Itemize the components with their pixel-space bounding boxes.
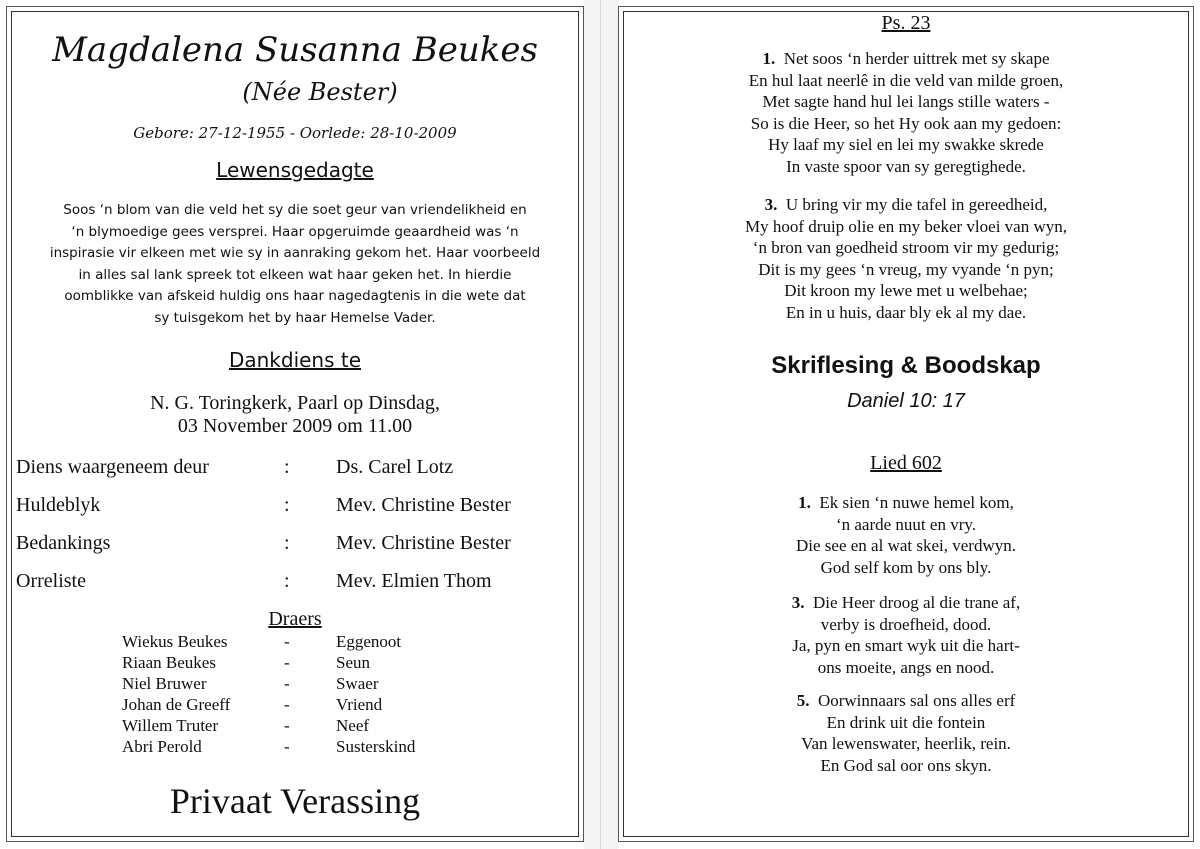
bearer-sep: -	[284, 674, 290, 693]
stanza-line: Net soos ‘n herder uittrek met sy skape	[783, 49, 1050, 68]
bearer-relation: Neef	[336, 716, 370, 735]
tribute-line: sy tuisgekom het by haar Hemelse Vader.	[154, 309, 436, 326]
bearer-relation: Seun	[336, 653, 370, 672]
life-dates: Gebore: 27-12-1955 - Oorlede: 28-10-2009	[133, 124, 457, 142]
left-page	[6, 6, 584, 842]
stanza-line: So is die Heer, so het Hy ook aan my gedoen:	[750, 113, 1062, 133]
stanza-number: 5.	[796, 691, 810, 710]
tribute-line: oomblikke van afskeid huldig ons haar nagedagtenis in die wete dat	[64, 288, 526, 304]
bearer-sep: -	[284, 653, 290, 672]
bearer-relation: Eggenoot	[336, 632, 402, 651]
hymn-stanza	[624, 492, 1188, 578]
bearer-sep: -	[284, 737, 290, 756]
closing-text: Privaat Verassing	[169, 781, 421, 821]
official-sep: :	[284, 570, 290, 592]
deceased-name: Magdalena Susanna Beukes	[52, 30, 538, 70]
stanza-line: U bring vir my die tafel in gereedheid,	[785, 195, 1048, 214]
psalm-heading: Ps. 23	[881, 12, 931, 34]
stanza-line: Van lewenswater, heerlik, rein.	[801, 734, 1011, 753]
stanza-line: God self kom by ons bly.	[820, 557, 992, 577]
tribute-text	[12, 200, 578, 329]
bearer-name: Abri Perold	[122, 737, 202, 756]
bearers-heading: Draers	[268, 608, 322, 630]
stanza-line: Ja, pyn en smart wyk uit die hart-	[792, 636, 1020, 655]
stanza-line: Hy laaf my siel en lei my swakke skrede	[768, 135, 1044, 154]
page-gutter	[584, 0, 618, 849]
bearer-name: Wiekus Beukes	[122, 632, 228, 651]
stanza-line: Die Heer droog al die trane af,	[813, 593, 1021, 612]
tribute-line: Soos ‘n blom van die veld het sy die soet geur van vriendelikheid en	[63, 202, 527, 218]
stanza-line: Ek sien ‘n nuwe hemel kom,	[819, 493, 1014, 512]
stanza-line: ons moeite, angs en nood.	[817, 657, 995, 677]
tribute-line: ‘n blymoedige gees versprei. Haar opgeruimde geaardheid was ‘n	[71, 223, 519, 240]
bearer-sep: -	[284, 632, 290, 651]
left-page-border	[11, 11, 579, 837]
stanza-line: ‘n bron van goedheid stroom vir my gedurig;	[752, 238, 1060, 257]
stanza-line: Oorwinnaars sal ons alles erf	[817, 691, 1016, 710]
stanza-line: En God sal oor ons skyn.	[820, 755, 992, 775]
bearer-name: Willem Truter	[122, 716, 219, 735]
bearer-name: Niel Bruwer	[122, 674, 207, 693]
stanza-line: En in u huis, daar bly ek al my dae.	[785, 302, 1027, 322]
official-role: Orreliste	[16, 570, 86, 592]
bearer-name: Johan de Greeff	[122, 695, 231, 714]
stanza-line: Dit is my gees ‘n vreug, my vyande ‘n pyn;	[758, 259, 1054, 279]
bearer-relation: Susterskind	[336, 737, 416, 756]
official-role: Huldeblyk	[16, 494, 101, 516]
stanza-line: Dit kroon my lewe met u welbehae;	[784, 281, 1028, 300]
stanza-line: Die see en al wat skei, verdwyn.	[796, 536, 1016, 555]
psalm-stanza	[624, 194, 1188, 323]
stanza-line: En drink uit die fontein	[826, 712, 986, 732]
official-role: Diens waargeneem deur	[16, 456, 209, 478]
official-sep: :	[284, 494, 290, 516]
stanza-number: 3.	[764, 195, 778, 214]
official-sep: :	[284, 532, 290, 554]
service-line: N. G. Toringkerk, Paarl op Dinsdag,	[150, 392, 440, 414]
service-line: 03 November 2009 om 11.00	[177, 415, 413, 437]
stanza-number: 1.	[762, 49, 776, 68]
hymn-stanza	[624, 690, 1188, 776]
service-heading: Dankdiens te	[228, 348, 362, 372]
official-name: Mev. Elmien Thom	[336, 570, 492, 592]
official-name: Ds. Carel Lotz	[336, 456, 454, 478]
official-name: Mev. Christine Bester	[336, 532, 511, 554]
bearer-sep: -	[284, 695, 290, 714]
bearer-relation: Swaer	[336, 674, 379, 693]
stanza-number: 1.	[798, 493, 811, 512]
bearer-name: Riaan Beukes	[122, 653, 216, 672]
bearer-relation: Vriend	[336, 695, 383, 714]
bearer-sep: -	[284, 716, 290, 735]
right-page-border	[623, 11, 1189, 837]
stanza-line: En hul laat neerlê in die veld van milde groen,	[748, 70, 1064, 90]
reading-heading: Skriflesing & Boodskap	[771, 352, 1041, 379]
stanza-line: Met sagte hand hul lei langs stille waters -	[762, 92, 1050, 111]
right-page	[618, 6, 1194, 842]
reading-reference: Daniel 10: 17	[847, 390, 965, 412]
tribute-line: in alles sal lank spreek tot elkeen wat haar geken het. In hierdie	[78, 266, 512, 283]
stanza-line: My hoof druip olie en my beker vloei van wyn,	[745, 216, 1067, 236]
psalm-stanza	[624, 48, 1188, 177]
stanza-line: verby is droefheid, dood.	[820, 614, 992, 634]
maiden-name: (Née Bester)	[242, 78, 398, 106]
tribute-heading: Lewensgedagte	[216, 158, 374, 182]
hymn-stanza	[624, 592, 1188, 678]
service-details	[12, 392, 578, 438]
tribute-line: inspirasie vir elkeen met wie sy in aanraking gekom het. Haar voorbeeld	[49, 245, 541, 261]
fold-line	[600, 0, 601, 849]
stanza-number: 3.	[791, 593, 805, 612]
stanza-line: ‘n aarde nuut en vry.	[835, 514, 977, 534]
stanza-line: In vaste spoor van sy geregtighede.	[786, 156, 1026, 176]
official-role: Bedankings	[16, 532, 111, 554]
hymn-heading: Lied 602	[870, 452, 942, 474]
official-name: Mev. Christine Bester	[336, 494, 511, 516]
official-sep: :	[284, 456, 290, 478]
